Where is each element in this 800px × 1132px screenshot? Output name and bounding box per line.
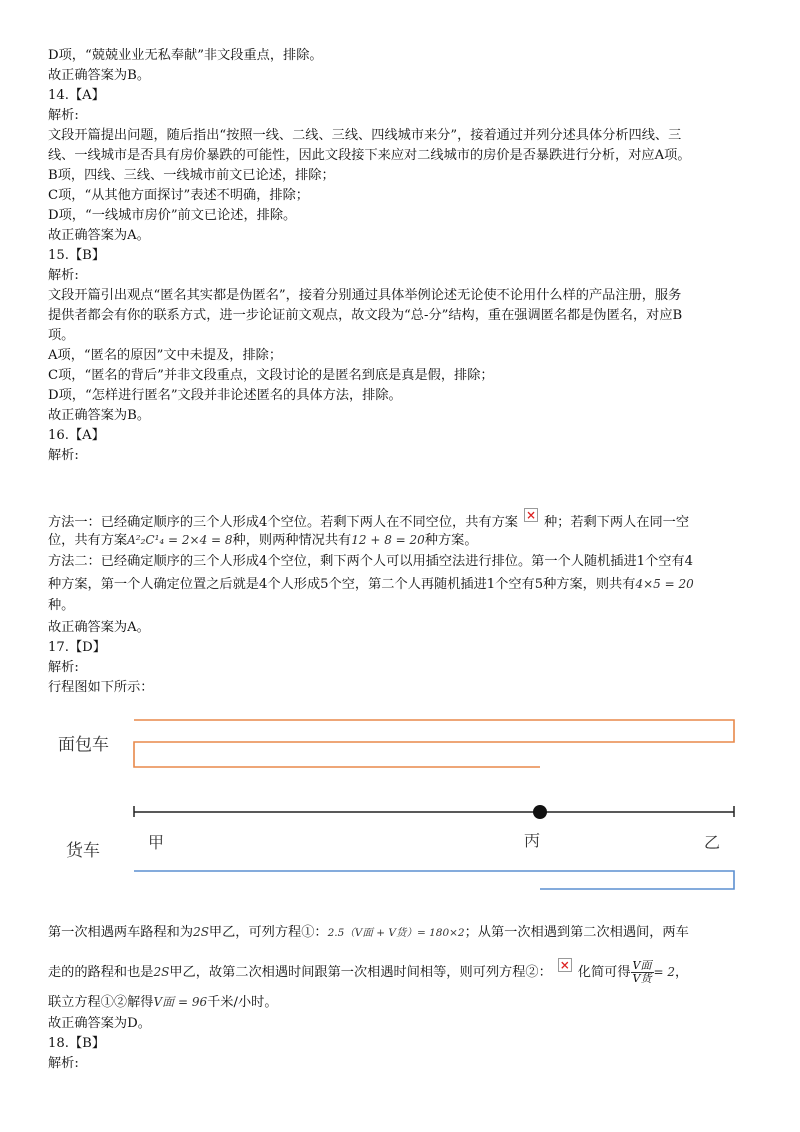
math-formula: 12 + 8 = 20 xyxy=(351,533,425,547)
text-line: 提供者都会有你的联系方式，进一步论证前文观点，故文段为“总-分”结构，重在强调匿名都是伪匿名，对应B xyxy=(48,308,683,323)
math-formula: 2.5（V面 + V货）= 180×2 xyxy=(327,927,465,939)
label-truck: 货车 xyxy=(66,841,100,861)
text-line: 故正确答案为A。 xyxy=(48,228,150,243)
fraction-numerator: V面 xyxy=(632,959,652,972)
text-span: 走的的路程和也是 xyxy=(48,965,154,980)
meeting-point-dot xyxy=(533,805,547,819)
text-span: 种，则两种情况共有 xyxy=(232,533,352,548)
math-formula: A²₂C¹₄ = 2×4 = 8 xyxy=(127,533,233,547)
analysis-label: 解析: xyxy=(48,448,79,463)
label-van: 面包车 xyxy=(58,735,109,755)
text-line: A项，“匿名的原因”文中未提及，排除； xyxy=(48,348,283,363)
text-span: 种；若剩下两人在同一空 xyxy=(543,515,690,530)
text-line: 行程图如下所示： xyxy=(48,680,154,695)
question-number: 16.【A】 xyxy=(48,428,105,443)
text-span: 位，共有方案 xyxy=(48,533,128,548)
text-line: D项，“怎样进行匿名”文段并非论述匿名的具体方法，排除。 xyxy=(48,388,402,403)
text-line: 文段开篇提出问题，随后指出“按照一线、二线、三线、四线城市来分”，接着通过并列分述具体分析四线、三 xyxy=(48,128,682,143)
math-formula: 2S xyxy=(193,925,209,939)
text-span: 第一次相遇两车路程和为 xyxy=(48,925,194,940)
broken-image-icon xyxy=(524,508,538,522)
text-span: ；从第一次相遇到第二次相遇间，两车 xyxy=(464,925,689,940)
text-line: C项，“匿名的背后”并非文段重点，文段讨论的是匿名到底是真是假，排除； xyxy=(48,368,494,383)
equation-line-2 xyxy=(48,958,756,985)
text-line: D项，“一线城市房价”前文已论述，排除。 xyxy=(48,208,297,223)
text-span: 联立方程①②解得 xyxy=(48,995,154,1010)
text-line: 项。 xyxy=(48,328,75,343)
text-line: 种。 xyxy=(48,598,75,613)
question-number: 15.【B】 xyxy=(48,248,106,263)
text-span: 甲乙，故第二次相遇时间跟第一次相遇时间相等，则可列方程②： xyxy=(169,965,552,980)
math-formula: = 2 xyxy=(653,965,676,979)
van-path xyxy=(134,720,734,767)
point-a-label: 甲 xyxy=(148,833,165,852)
fraction-denominator: V货 xyxy=(632,972,652,985)
text-span: 种方案。 xyxy=(424,533,478,548)
analysis-label: 解析: xyxy=(48,268,79,283)
question-number: 14.【A】 xyxy=(48,88,105,103)
text-span: 甲乙，可列方程①： xyxy=(208,925,328,940)
equation-line-1 xyxy=(48,922,756,943)
method-two-line-1: 方法二：已经确定顺序的三个人形成4个空位，剩下两个人可以用插空法进行排位。第一个人随机插进1个空有4 xyxy=(48,554,693,569)
travel-diagram xyxy=(0,700,800,900)
point-b-label: 乙 xyxy=(704,833,721,852)
equation-line-3 xyxy=(48,992,756,1013)
text-line: 文段开篇引出观点“匿名其实都是伪匿名”，接着分别通过具体举例论述无论使不论用什么样的产品注册，服务 xyxy=(48,288,682,303)
math-formula: 2S xyxy=(153,965,170,979)
text-line: B项，四线、三线、一线城市前文已论述，排除； xyxy=(48,168,335,183)
fraction xyxy=(631,960,654,985)
question-number: 17.【D】 xyxy=(48,640,106,655)
text-span: 种方案，第一个人确定位置之后就是4个人形成5个空，第二个人再随机插进1个空有5种方案，则共有 xyxy=(48,577,636,592)
text-line: C项，“从其他方面探讨”表述不明确，排除； xyxy=(48,188,309,203)
analysis-label: 解析: xyxy=(48,1056,79,1071)
method-two-line-2 xyxy=(48,574,756,595)
point-c-label: 丙 xyxy=(524,831,541,850)
text-line: 线、一线城市是否具有房价暴跌的可能性，因此文段接下来应对二线城市的房价是否暴跌进行分析，对应A项。 xyxy=(48,148,691,163)
math-formula: V面 = 96 xyxy=(153,995,208,1009)
text-span: ， xyxy=(675,965,689,980)
text-line: 故正确答案为D。 xyxy=(48,1016,151,1031)
text-line: 故正确答案为A。 xyxy=(48,620,150,635)
broken-image-icon xyxy=(558,958,572,972)
text-span: 方法一：已经确定顺序的三个人形成4个空位。若剩下两人在不同空位，共有方案 xyxy=(48,515,518,530)
question-number: 18.【B】 xyxy=(48,1036,106,1051)
truck-path xyxy=(134,871,734,889)
text-line: 故正确答案为B。 xyxy=(48,408,151,423)
analysis-label: 解析: xyxy=(48,108,79,123)
math-formula: 4×5 = 20 xyxy=(635,577,694,591)
text-line: D项，“兢兢业业无私奉献”非文段重点，排除。 xyxy=(48,48,323,63)
analysis-label: 解析: xyxy=(48,660,79,675)
method-one-line-2 xyxy=(48,530,756,551)
text-span: 化简可得 xyxy=(577,965,631,980)
text-line: 故正确答案为B。 xyxy=(48,68,151,83)
text-span: 千米/小时。 xyxy=(207,995,278,1010)
